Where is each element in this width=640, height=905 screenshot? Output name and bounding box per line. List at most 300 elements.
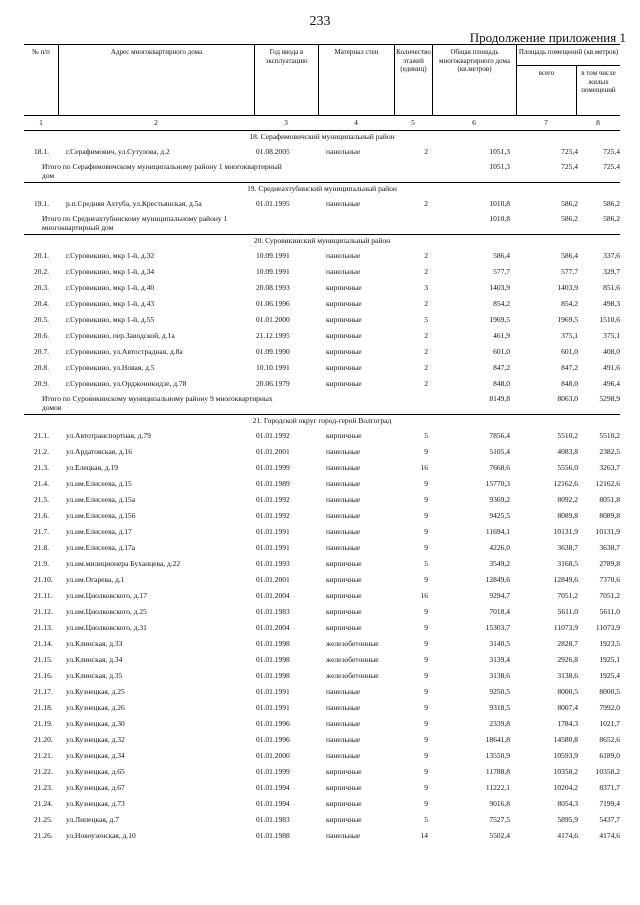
table-cell: 2 (424, 331, 428, 340)
header-premises: Площадь помещений (кв.метров) (516, 45, 620, 65)
appendix-subtitle: Продолжение приложения 1 (469, 30, 626, 45)
table-cell: 21.23. (34, 783, 53, 792)
table-cell: 01.01.1998 (256, 639, 290, 648)
table-cell: панельные (326, 251, 361, 260)
table-header (24, 44, 620, 116)
table-cell: 1051,3 (489, 147, 510, 156)
table-cell: 1403,9 (489, 283, 510, 292)
table-cell: 5510,2 (557, 431, 578, 440)
header-material: Материал стен (318, 45, 394, 115)
table-cell: 408,0 (603, 347, 620, 356)
table-cell: 3138,6 (557, 671, 578, 680)
table-cell: ул.им.Огарева, д.1 (66, 575, 125, 584)
table-cell: 01.01.1998 (256, 671, 290, 680)
table-cell: 5510,2 (599, 431, 620, 440)
table-cell: 4226,0 (489, 543, 510, 552)
table-cell: 7856,4 (489, 431, 510, 440)
table-cell: 11222,1 (485, 783, 510, 792)
table-cell: кирпичные (326, 623, 362, 632)
table-cell: панельные (326, 495, 361, 504)
table-cell: г.Суровикино, пер.Заводской, д.1а (66, 331, 175, 340)
table-cell: панельные (326, 267, 361, 276)
page-number: 233 (309, 14, 331, 29)
table-cell: 21.4. (34, 479, 49, 488)
table-cell: 5556,0 (557, 463, 578, 472)
table-cell: 577,7 (493, 267, 510, 276)
table-cell: 5 (424, 815, 428, 824)
table-cell: ул.им.Циолковского, д.25 (66, 607, 147, 616)
table-row (24, 492, 620, 508)
table-cell: ул.Клинская, д.33 (66, 639, 123, 648)
table-cell: 01.01.2000 (256, 315, 290, 324)
table-cell: 21.9. (34, 559, 49, 568)
table-cell: 21.3. (34, 463, 49, 472)
table-cell: 01.01.1988 (256, 831, 290, 840)
table-cell: 01.06.1996 (256, 299, 290, 308)
table-cell: ул.им.Елисеева, д.15а (66, 495, 136, 504)
table-cell: 3638,7 (557, 543, 578, 552)
table-row (24, 524, 620, 540)
table-row (24, 508, 620, 524)
table-row (24, 796, 620, 812)
table-cell: г.Суровикино, мкр 1-й, д.55 (66, 315, 155, 324)
table-cell: 3168,5 (557, 559, 578, 568)
table-cell: 2382,5 (599, 447, 620, 456)
table-row (24, 732, 620, 748)
table-cell: панельные (326, 543, 361, 552)
table-cell: 21.11. (34, 591, 53, 600)
table-cell: 8089,8 (599, 511, 620, 520)
table-cell: кирпичные (326, 331, 362, 340)
table-cell: 21.21. (34, 751, 53, 760)
table-cell: ул.Кузнецкая, д.73 (66, 799, 125, 808)
table-cell: ул.Автотранспортная, д.79 (66, 431, 151, 440)
table-row (24, 360, 620, 376)
table-cell: 7051,2 (557, 591, 578, 600)
table-cell: 8054,3 (557, 799, 578, 808)
table-cell: 01.01.1991 (256, 527, 290, 536)
total-value: 8063,0 (557, 394, 578, 403)
table-row (24, 764, 620, 780)
table-cell: кирпичные (326, 347, 362, 356)
table-cell: 12162,6 (553, 479, 578, 488)
table-cell: 9294,7 (489, 591, 510, 600)
table-cell: 21.17. (34, 687, 53, 696)
table-cell: ул.им.Циолковского, д.31 (66, 623, 147, 632)
col-number: 2 (154, 118, 158, 127)
table-cell: 7992,0 (599, 703, 620, 712)
table-cell: 8089,8 (557, 511, 578, 520)
table-row (24, 312, 620, 328)
table-cell: 12849,6 (553, 575, 578, 584)
table-cell: 5611,0 (599, 607, 620, 616)
table-cell: 10358,2 (553, 767, 578, 776)
table-cell: г.Серафимович, ул.Сутулова, д.2 (66, 147, 170, 156)
table-cell: ул.Ардатовская, д.16 (66, 447, 133, 456)
table-cell: кирпичные (326, 767, 362, 776)
table-row (24, 620, 620, 636)
table-row (24, 264, 620, 280)
table-cell: р.п.Средняя Ахтуба, ул.Крестьянская, д.5а (66, 199, 202, 208)
total-value: 1010,8 (489, 214, 510, 223)
table-cell: 15303,7 (485, 623, 510, 632)
table-cell: 10131,9 (553, 527, 578, 536)
table-cell: 9 (424, 607, 428, 616)
table-cell: 1010,8 (489, 199, 510, 208)
table-cell: 01.01.2000 (256, 751, 290, 760)
table-cell: 01.01.1989 (256, 479, 290, 488)
table-cell: 9 (424, 703, 428, 712)
table-cell: 847,2 (561, 363, 578, 372)
table-cell: 2 (424, 251, 428, 260)
table-cell: 2 (424, 363, 428, 372)
table-cell: панельные (326, 147, 361, 156)
table-cell: 3139,4 (489, 655, 510, 664)
header-num: № п/п (32, 48, 50, 56)
table-cell: 01.01.1992 (256, 495, 290, 504)
table-cell: 01.09.1990 (256, 347, 290, 356)
table-cell: 7370,6 (599, 575, 620, 584)
table-row (24, 636, 620, 652)
table-cell: 21.14. (34, 639, 53, 648)
table-cell: 3138,6 (489, 671, 510, 680)
col-number: 4 (354, 118, 358, 127)
table-cell: 4174,6 (599, 831, 620, 840)
table-cell: 5 (424, 559, 428, 568)
table-cell: 2828,7 (557, 639, 578, 648)
table-cell: 9 (424, 719, 428, 728)
table-cell: 8371,7 (599, 783, 620, 792)
col-number: 3 (284, 118, 288, 127)
table-row (24, 428, 620, 444)
table-cell: 9369,2 (489, 495, 510, 504)
table-row (24, 460, 620, 476)
table-cell: 01.01.1996 (256, 719, 290, 728)
table-cell: 5895,9 (557, 815, 578, 824)
table-cell: ул.им.Циолковского, д.17 (66, 591, 147, 600)
table-cell: 21.5. (34, 495, 49, 504)
table-cell: 2789,8 (599, 559, 620, 568)
table-cell: 2 (424, 379, 428, 388)
table-cell: панельные (326, 199, 361, 208)
table-row (24, 684, 620, 700)
table-cell: 3140,5 (489, 639, 510, 648)
table-cell: кирпичные (326, 379, 362, 388)
table-cell: 01.01.1999 (256, 463, 290, 472)
table-cell: 10.09.1991 (256, 267, 290, 276)
table-row (24, 540, 620, 556)
header-year: Год ввода в эксплуатацию (254, 45, 318, 115)
table-cell: 20.7. (34, 347, 49, 356)
table-cell: панельные (326, 751, 361, 760)
table-cell: 851,6 (603, 283, 620, 292)
table-cell: 12849,6 (485, 575, 510, 584)
table-cell: 9 (424, 575, 428, 584)
table-cell: 11073,9 (553, 623, 578, 632)
table-cell: 1969,5 (489, 315, 510, 324)
table-row (24, 588, 620, 604)
table-cell: 20.08.1993 (256, 283, 290, 292)
table-cell: 725,4 (561, 147, 578, 156)
table-cell: 21.1. (34, 431, 49, 440)
table-cell: железобетонные (326, 639, 379, 648)
section-title: 19. Среднеахтубинский муниципальный район (24, 182, 620, 196)
table-cell: 498,3 (603, 299, 620, 308)
table-cell: 01.01.1983 (256, 607, 290, 616)
table-cell: 01.01.2001 (256, 447, 290, 456)
table-cell: 3638,7 (599, 543, 620, 552)
total-label: Итого по Среднеахтубинскому муниципальному району 1 многоквартирный дом (42, 214, 228, 232)
table-row (24, 828, 620, 844)
section-title: 20. Суровикинский муниципальный район (24, 234, 620, 248)
table-cell: г.Суровикино, мкр 1-й, д.34 (66, 267, 155, 276)
table-cell: 1925,1 (599, 655, 620, 664)
table-cell: 8000,5 (557, 687, 578, 696)
table-cell: 01.01.1994 (256, 799, 290, 808)
table-row (24, 248, 620, 264)
table-cell: 8007,4 (557, 703, 578, 712)
table-row (24, 376, 620, 392)
table-cell: 10204,2 (553, 783, 578, 792)
table-cell: 7668,6 (489, 463, 510, 472)
table-cell: 9 (424, 735, 428, 744)
table-cell: 1403,9 (557, 283, 578, 292)
table-cell: ул.Клинская, д.35 (66, 671, 123, 680)
header-address: Адрес многоквартирного дома (58, 45, 254, 115)
table-cell: панельные (326, 687, 361, 696)
header-living: в том числе жилых помещений (576, 65, 620, 115)
table-cell: г.Суровикино, ул.Новая, д.5 (66, 363, 155, 372)
table-cell: 9 (424, 639, 428, 648)
table-cell: 10.10.1991 (256, 363, 290, 372)
table-cell: кирпичные (326, 363, 362, 372)
column-numbers (24, 116, 620, 131)
table-cell: 1923,5 (599, 639, 620, 648)
total-value: 8149,8 (489, 394, 510, 403)
table-cell: 01.01.1992 (256, 511, 290, 520)
table-cell: 2 (424, 347, 428, 356)
table-cell: кирпичные (326, 783, 362, 792)
header-total-area: Общая площадь многоквартирного дома (кв.метров) (432, 45, 516, 115)
table-body (24, 130, 620, 844)
table-cell: кирпичные (326, 299, 362, 308)
table-cell: 18641,8 (485, 735, 510, 744)
table-row (24, 812, 620, 828)
table-cell: 9 (424, 655, 428, 664)
table-cell: 01.01.1998 (256, 655, 290, 664)
table-cell: 21.7. (34, 527, 49, 536)
table-cell: 2926,8 (557, 655, 578, 664)
table-cell: панельные (326, 527, 361, 536)
table-cell: 21.20. (34, 735, 53, 744)
table-cell: 848,0 (493, 379, 510, 388)
table-cell: 5437,7 (599, 815, 620, 824)
table-cell: 3549,2 (489, 559, 510, 568)
table-cell: 9 (424, 799, 428, 808)
table-cell: 21.12. (34, 607, 53, 616)
table-cell: 601,0 (493, 347, 510, 356)
table-cell: 21.10. (34, 575, 53, 584)
table-cell: 9 (424, 687, 428, 696)
table-cell: 601,0 (561, 347, 578, 356)
table-cell: кирпичные (326, 575, 362, 584)
table-cell: 6189,0 (599, 751, 620, 760)
table-cell: г.Суровикино, ул.Орджоникидзе, д.78 (66, 379, 187, 388)
table-cell: 01.08.2005 (256, 147, 290, 156)
table-cell: 4083,8 (557, 447, 578, 456)
table-cell: 9 (424, 767, 428, 776)
table-cell: 9425,5 (489, 511, 510, 520)
table-row (24, 572, 620, 588)
table-cell: 19.1. (34, 199, 49, 208)
table-cell: ул.Клинская, д.34 (66, 655, 123, 664)
total-row (24, 160, 620, 182)
table-cell: 21.18. (34, 703, 53, 712)
table-cell: ул.им.Елисеева, д.17а (66, 543, 136, 552)
table-cell: 577,7 (561, 267, 578, 276)
table-cell: 16 (420, 463, 428, 472)
table-cell: 9 (424, 783, 428, 792)
table-cell: 1925,4 (599, 671, 620, 680)
table-cell: 3 (424, 283, 428, 292)
table-cell: 7051,2 (599, 591, 620, 600)
table-cell: панельные (326, 703, 361, 712)
table-cell: 3263,7 (599, 463, 620, 472)
table-cell: 1784,3 (557, 719, 578, 728)
table-cell: ул.Кузнецкая, д.25 (66, 687, 125, 696)
section-title: 18. Серафимовичский муниципальный район (24, 130, 620, 144)
table-cell: 01.01.2004 (256, 591, 290, 600)
table-cell: 8092,2 (557, 495, 578, 504)
table-cell: 11694,1 (485, 527, 510, 536)
table-cell: 20.6. (34, 331, 49, 340)
header-all: всего (516, 65, 576, 115)
table-cell: 01.01.1991 (256, 543, 290, 552)
col-number: 5 (411, 118, 415, 127)
table-row (24, 700, 620, 716)
table-cell: 9 (424, 623, 428, 632)
table-cell: панельные (326, 463, 361, 472)
table-row (24, 668, 620, 684)
table-cell: панельные (326, 735, 361, 744)
total-value: 725,4 (603, 162, 620, 171)
table-cell: 9318,5 (489, 703, 510, 712)
table-cell: г.Суровикино, мкр 1-й, д.40 (66, 283, 155, 292)
table-row (24, 716, 620, 732)
table-cell: ул.Кузнецкая, д.67 (66, 783, 125, 792)
table-cell: 21.13. (34, 623, 53, 632)
table-cell: 21.24. (34, 799, 53, 808)
table-cell: г.Суровикино, ул.Автострадная, д.8а (66, 347, 183, 356)
table-cell: 5 (424, 431, 428, 440)
table-cell: 8000,5 (599, 687, 620, 696)
col-number: 1 (39, 118, 43, 127)
table-cell: кирпичные (326, 607, 362, 616)
table-row (24, 748, 620, 764)
table-cell: ул.им.милиционера Буханцева, д.22 (66, 559, 181, 568)
table-cell: 329,7 (603, 267, 620, 276)
table-cell: 01.01.1991 (256, 687, 290, 696)
table-cell: 18.1. (34, 147, 49, 156)
table-row (24, 444, 620, 460)
table-cell: 21.22. (34, 767, 53, 776)
table-cell: кирпичные (326, 559, 362, 568)
table-cell: 20.06.1979 (256, 379, 290, 388)
table-cell: 847,2 (493, 363, 510, 372)
table-cell: 5105,4 (489, 447, 510, 456)
table-cell: 375,1 (603, 331, 620, 340)
table-cell: 9 (424, 495, 428, 504)
table-row (24, 144, 620, 160)
total-value: 5298,9 (599, 394, 620, 403)
table-cell: панельные (326, 511, 361, 520)
table-cell: 586,2 (561, 199, 578, 208)
table-cell: 1510,6 (599, 315, 620, 324)
table-cell: 21.26. (34, 831, 53, 840)
table-cell: панельные (326, 447, 361, 456)
table-row (24, 328, 620, 344)
table-cell: 5502,4 (489, 831, 510, 840)
table-cell: 14 (420, 831, 428, 840)
table-row (24, 280, 620, 296)
table-cell: кирпичные (326, 815, 362, 824)
table-row (24, 476, 620, 492)
table-cell: 461,9 (493, 331, 510, 340)
table-cell: 2 (424, 267, 428, 276)
table-cell: 337,6 (603, 251, 620, 260)
table-row (24, 780, 620, 796)
col-number: 8 (596, 118, 600, 127)
table-cell: 854,2 (493, 299, 510, 308)
table-cell: кирпичные (326, 799, 362, 808)
table-cell: 15770,3 (485, 479, 510, 488)
table-cell: 01.01.1999 (256, 767, 290, 776)
table-cell: 5 (424, 315, 428, 324)
table-cell: 2 (424, 299, 428, 308)
total-row (24, 392, 620, 414)
table-cell: кирпичные (326, 591, 362, 600)
table-cell: 2 (424, 147, 428, 156)
table-cell: 9 (424, 511, 428, 520)
total-row (24, 212, 620, 234)
table-cell: 5611,0 (557, 607, 578, 616)
table-cell: 01.01.1991 (256, 703, 290, 712)
table-cell: ул.Кузнецкая, д.32 (66, 735, 125, 744)
table-cell: 11073,9 (595, 623, 620, 632)
table-cell: 8652,6 (599, 735, 620, 744)
table-cell: 01.01.1992 (256, 431, 290, 440)
table-cell: г.Суровикино, мкр 1-й, д.32 (66, 251, 155, 260)
table-cell: 21.6. (34, 511, 49, 520)
table-cell: 10.09.1991 (256, 251, 290, 260)
header-floors: Количество этажей (единиц) (394, 45, 432, 115)
table-cell: ул.Новоузенская, д.10 (66, 831, 136, 840)
table-cell: 21.12.1995 (256, 331, 290, 340)
table-cell: 9 (424, 751, 428, 760)
total-value: 586,2 (561, 214, 578, 223)
total-value: 1051,3 (489, 162, 510, 171)
table-cell: ул.Кузнецкая, д.65 (66, 767, 125, 776)
table-cell: 21.25. (34, 815, 53, 824)
table-cell: 21.2. (34, 447, 49, 456)
table-cell: ул.им.Елисеева, д.156 (66, 511, 136, 520)
table-cell: 20.8. (34, 363, 49, 372)
total-label: Итого по Серафимовичскому муниципальному району 1 многоквартирный дом (42, 162, 282, 180)
table-cell: 586,2 (603, 199, 620, 208)
table-cell: 20.3. (34, 283, 49, 292)
table-cell: 01.01.1993 (256, 559, 290, 568)
table-cell: ул.Елецкая, д.19 (66, 463, 118, 472)
